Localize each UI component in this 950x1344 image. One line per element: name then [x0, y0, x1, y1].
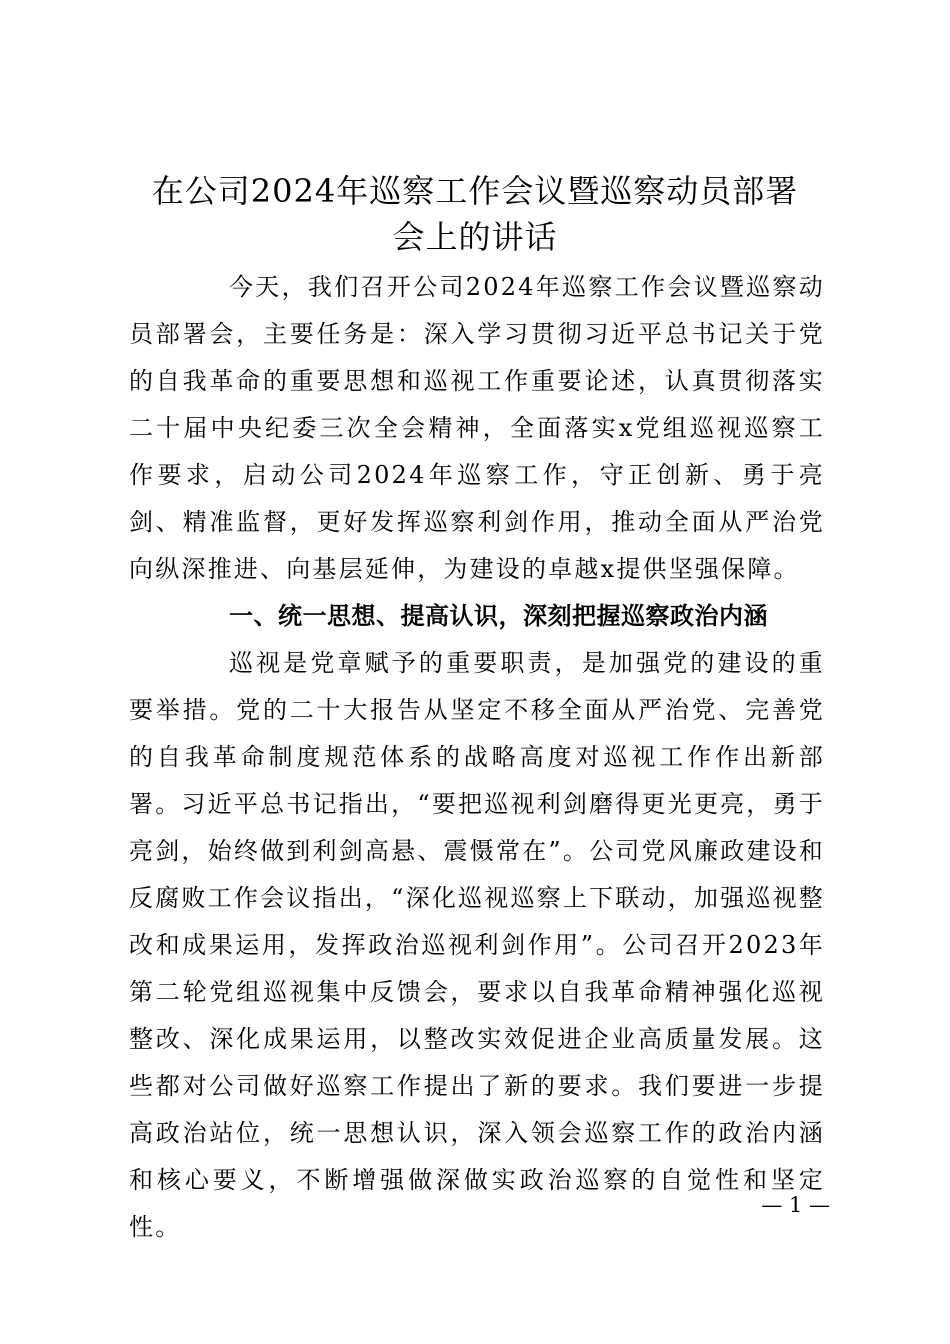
document-title [120, 168, 830, 260]
document-body [129, 264, 825, 1251]
title-line-1: 在公司2024年巡察工作会议暨巡察动员部署 [151, 172, 799, 210]
page-number: — 1 — [761, 1193, 830, 1217]
intro-paragraph: 今天，我们召开公司2024年巡察工作会议暨巡察动员部署会，主要任务是：深入学习贯彻习近平总书记关于党的自我革命的重要思想和巡视工作重要论述，认真贯彻落实二十届中央纪委三次全会精神，全面落实x党组巡视巡察工作要求，启动公司2024年巡察工作，守正创新、勇于亮剑、精准监督，更好发挥巡察利剑作用，推动全面从严治党向纵深推进、向基层延伸，为建设的卓越x提供坚强保障。 [129, 273, 825, 583]
section-1-paragraph: 巡视是党章赋予的重要职责，是加强党的建设的重要举措。党的二十大报告从坚定不移全面从严治党、完善党的自我革命制度规范体系的战略高度对巡视工作作出新部署。习近平总书记指出，“要把巡视利剑磨得更光更亮，勇于亮剑，始终做到利剑高悬、震慑常在”。公司党风廉政建设和反腐败工作会议指出，“深化巡视巡察上下联动，加强巡视整改和成果运用，发挥政治巡视利剑作用”。公司召开2023年第二轮党组巡视集中反馈会，要求以自我革命精神强化巡视整改、深化成果运用，以整改实效促进企业高质量发展。这些都对公司做好巡察工作提出了新的要求。我们要进一步提高政治站位，统一思想认识，深入领会巡察工作的政治内涵和核心要义，不断增强做深做实政治巡察的自觉性和坚定性。 [129, 649, 825, 1241]
title-line-2: 会上的讲话 [392, 218, 558, 256]
section-1-heading: 一、统一思想、提高认识，深刻把握巡察政治内涵 [229, 602, 768, 630]
